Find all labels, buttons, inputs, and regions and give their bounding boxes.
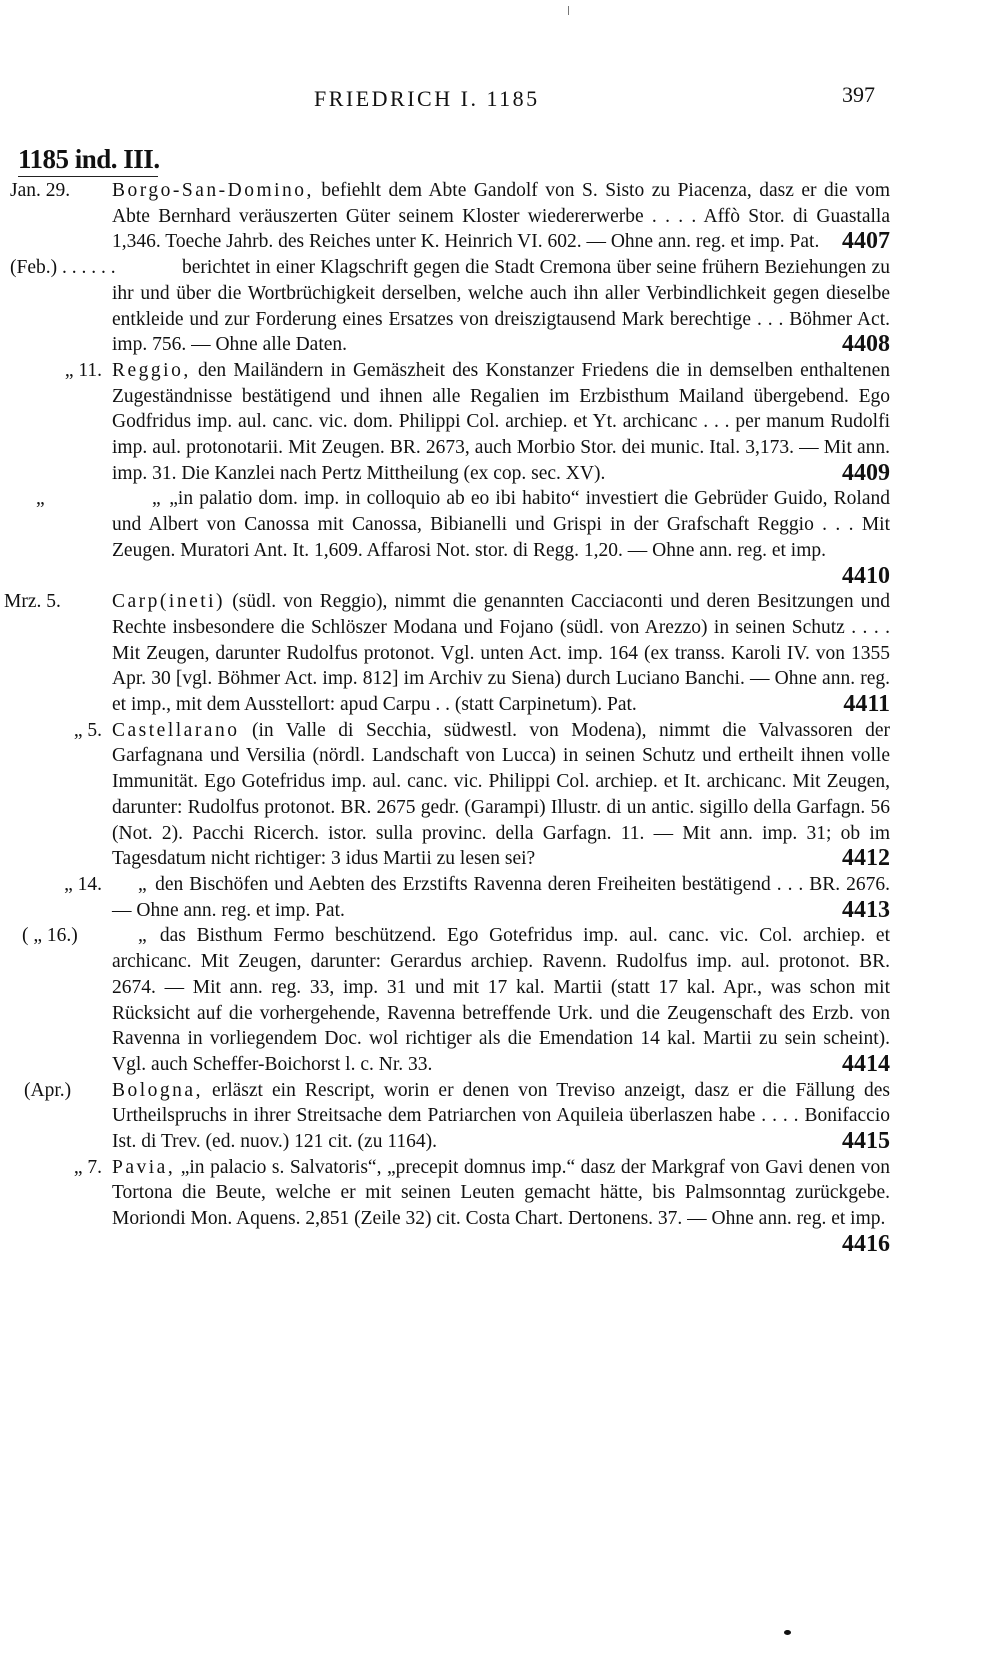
entry-text-block <box>112 486 890 589</box>
entry-number: 4411 <box>843 691 890 718</box>
entry-place: „ <box>152 488 164 510</box>
regest-entry <box>0 923 1000 1077</box>
entry-date: ( „ 16.) <box>22 925 78 947</box>
entry-date: (Feb.) . . . . . . <box>10 257 116 279</box>
entry-text-block <box>112 255 890 358</box>
regest-entry <box>0 872 1000 923</box>
entry-text: berichtet in einer Klagschrift gegen die Stadt Cremona über seine frühern Beziehungen zu ihr und über die Wortbrüchigkeit derselben, welche auch ihn aller Verbindlichkeit gegen dieselbe entkleide und zur Forderung eines Ersatzes von dreiszigtausend Mark berechtige . . . Böhmer Act. imp. 756. — Ohne alle Daten. <box>112 257 890 356</box>
entry-place: Bologna, <box>112 1079 203 1101</box>
section-heading: 1185 ind. III. <box>18 144 160 174</box>
print-mark <box>568 6 569 15</box>
regest-entry <box>0 1078 1000 1155</box>
regest-entries <box>0 178 1000 1258</box>
entry-number: 4407 <box>842 228 890 255</box>
entry-date: „ 11. <box>64 359 102 381</box>
regest-entry <box>0 178 1000 255</box>
entry-number: 4414 <box>842 1050 890 1077</box>
entry-place: Borgo-San-Domino, <box>112 180 314 201</box>
entry-number: 4412 <box>842 845 890 872</box>
entry-text-block <box>112 718 890 872</box>
entry-number: 4415 <box>842 1128 890 1155</box>
regest-entry <box>0 255 1000 358</box>
regest-entry <box>0 718 1000 872</box>
entry-text: das Bisthum Fermo beschützend. Ego Gotefridus imp. aul. canc. vic. Col. archiep. et archicanc. Mit Zeugen, darunter: Gerardus archiep. Ravenn. Rudolfus imp. aul. protonot. BR. 2674. — Mit ann. reg. 33, imp. 31 und mit 17 kal. Martii (statt 17 kal. Apr., was schon mit Rücksicht auf die vorhergehende, Ravenna betreffende Urk. und die Zeugenschaft des Erzb. von Ravenna in vorliegendem Doc. wol richtiger als die Emendation 14 kal. Martii zu sein scheint). Vgl. auch Scheffer-Boichorst l. c. Nr. 33. <box>112 925 890 1075</box>
entry-number: 4409 <box>842 459 890 486</box>
entry-date: (Apr.) <box>24 1079 72 1101</box>
entry-text: (südl. von Reggio), nimmt die genannten Cacciaconti und deren Besitzungen und Rechte insbesondere die Schlöszer Modana und Fojano (südl. von Arezzo) in seinen Schutz . . . . Mit Zeugen, darunter Rudolfus protonot. Vgl. unten Act. imp. 164 (ex transs. Karoli IV. von 1355 Apr. 30 [vgl. Böhmer Act. imp. 812] im Archiv zu Siena) durch Luciano Banchi. — Ohne ann. reg. et imp., mit dem Ausstellort: apud Carpu . . (statt Carpinetum). Pat. <box>112 591 890 716</box>
entry-place: Carp(ineti) <box>112 591 226 613</box>
entry-text: den Bischöfen und Aebten des Erzstifts Ravenna deren Freiheiten bestätigend . . . BR. 2676. — Ohne ann. reg. et imp. Pat. <box>112 873 890 921</box>
entry-place: „ <box>138 873 150 895</box>
entry-number: 4416 <box>842 1230 890 1257</box>
entry-text-block <box>112 589 890 718</box>
entry-number: 4408 <box>842 331 890 358</box>
entry-date: Mrz. 5. <box>4 591 61 613</box>
entry-date: „ <box>36 488 45 510</box>
running-head <box>0 82 1000 116</box>
entry-date: Jan. 29. <box>10 180 71 201</box>
regest-entry <box>0 358 1000 487</box>
entry-text: (in Valle di Secchia, südwestl. von Modena), nimmt die Valvassoren der Garfagnana und Versilia (nördl. Landschaft von Lucca) in seinen Schutz und ertheilt ihnen volle Immunität. Ego Gotefridus imp. aul. canc. vic. Philippi Col. archiep. et It. archicanc. Mit Zeugen, darunter: Rudolfus protonot. BR. 2675 gedr. (Garampi) Illustr. di un antic. sigillo della Garfagn. 56 (Not. 2). Pacchi Ricerch. istor. sulla provinc. della Garfagn. 11. — Mit ann. imp. 31; ob im Tagesdatum nicht richtiger: 3 idus Martii zu lesen sei? <box>112 719 890 870</box>
entry-text: „in palacio s. Salvatoris“, „precepit domnus imp.“ dasz der Markgraf von Gavi denen von Tortona die Beute, welche er mit seinen Leuten gemacht hätte, bis Palmsonntag zurückgebe. Moriondi Mon. Aquens. 2,851 (Zeile 32) cit. Costa Chart. Dertonens. 37. — Ohne ann. reg. et imp. <box>112 1156 890 1230</box>
entry-date: „ 14. <box>64 873 102 895</box>
entry-number: 4410 <box>842 562 890 589</box>
entry-text: den Mailändern in Gemäszheit des Konstanzer Friedens die in demselben enthaltenen Zugeständnisse bestätigend und ihnen alle Regalien im Erzbisthum Mailand übergebend. Ego Godfridus imp. aul. canc. vic. dom. Philippi Col. archiep. et Yt. archicanc . . . per manum Rudolfi imp. aul. protonotarii. Mit Zeugen. BR. 2673, auch Morbio Stor. dei munic. Ital. 3,173. — Mit ann. imp. 31. Die Kanzlei nach Pertz Mittheilung (ex cop. sec. XV). <box>112 359 890 484</box>
regest-entry <box>0 589 1000 718</box>
entry-text: erläszt ein Rescript, worin er denen von Treviso anzeigt, dasz er die Fällung des Urtheilspruchs in ihrer Streitsache dem Patriarchen von Aquileia überlaszen habe . . . . Bonifaccio Ist. di Trev. (ed. nuov.) 121 cit. (zu 1164). <box>112 1079 890 1153</box>
page-number: 397 <box>842 82 875 107</box>
entry-date: „ 5. <box>73 719 102 741</box>
entry-place: „ <box>138 925 150 947</box>
entry-text-block <box>112 872 890 923</box>
entry-text-block <box>112 178 890 255</box>
entry-text-block <box>112 923 890 1077</box>
entry-text-block <box>112 358 890 487</box>
print-speck <box>784 1630 791 1635</box>
entry-place: Pavia, <box>112 1156 176 1178</box>
entry-text-block <box>112 1155 890 1257</box>
regest-entry <box>0 1155 1000 1258</box>
section-rule <box>18 176 158 177</box>
entry-date: „ 7. <box>73 1156 102 1178</box>
entry-text: befiehlt dem Abte Gandolf von S. Sisto zu Piacenza, dasz er die vom Abte Bernhard veräuszerten Güter seinem Kloster wiedererwerbe . . . . Affò Stor. di Guastalla 1,346. Toeche Jahrb. des Reiches unter K. Heinrich VI. 602. — Ohne ann. reg. et imp. Pat. <box>112 180 890 253</box>
running-head-title: FRIEDRICH I. 1185 <box>314 86 540 111</box>
regest-entry <box>0 486 1000 589</box>
entry-text-block <box>112 1078 890 1155</box>
entry-text: „in palatio dom. imp. in colloquio ab eo ibi habito“ investiert die Gebrüder Guido, Roland und Albert von Canossa mit Canossa, Bibianelli und Grispi in der Grafschaft Reggio . . . Mit Zeugen. Muratori Ant. It. 1,609. Affarosi Not. stor. di Regg. 1,20. — Ohne ann. reg. et imp. <box>112 488 890 561</box>
entry-place: Reggio, <box>112 359 191 381</box>
entry-number: 4413 <box>842 896 890 923</box>
entry-place: Castellarano <box>112 719 240 741</box>
